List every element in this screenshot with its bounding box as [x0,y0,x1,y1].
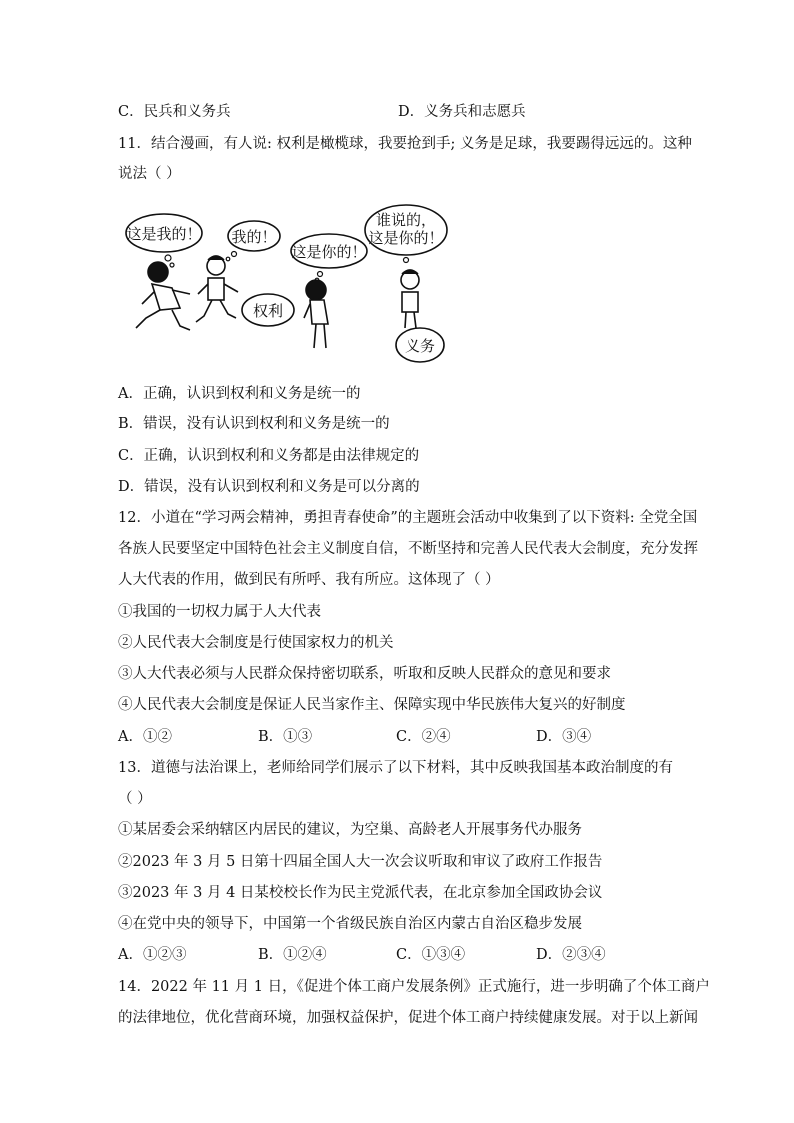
q13-item-2: ②2023 年 3 月 5 日第十四届全国人大一次会议听取和审议了政府工作报告 [118,854,603,870]
q12-stem-line1: 12．小道在“学习两会精神，勇担青春使命”的主题班会活动中收集到了以下资料: 全党全国 [118,510,698,526]
q13-item-1: ①某居委会采纳辖区内居民的建议，为空巢、高龄老人开展事务代办服务 [118,822,582,838]
q11-option-c: C．正确，认识到权利和义务都是由法律规定的 [118,448,420,464]
duty-ball-label: 义务 [404,337,436,355]
q12-option-a: A．①② [118,729,172,745]
q10-option-d: D．义务兵和志愿兵 [398,104,526,120]
q12-option-c: C．②④ [396,729,451,745]
q11-option-d: D．错误，没有认识到权利和义务是可以分离的 [118,479,420,495]
q13-option-a: A．①②③ [118,947,187,963]
rights-duties-cartoon [120,200,460,370]
standing-boy-figure [401,270,419,328]
q13-option-c: C．①③④ [396,947,466,963]
q13-item-4: ④在党中央的领导下，中国第一个省级民族自治区内蒙古自治区稳步发展 [118,916,582,932]
q13-option-d: D．②③④ [536,947,606,963]
boy-with-rugby-ball-figure [196,256,238,322]
q11-option-a: A．正确，认识到权利和义务是统一的 [118,386,361,402]
rights-ball-label: 权利 [252,302,284,320]
q13-options-row [118,945,678,965]
q10-options-row [118,102,678,122]
running-boy-figure [136,262,190,330]
q14-stem-line2: 的法律地位，优化营商环境，加强权益保护，促进个体工商户持续健康发展。对于以上新闻 [118,1010,698,1026]
duty-football [396,328,444,362]
q11-stem-line2: 说法（ ） [118,166,181,182]
q12-item-1: ①我国的一切权力属于人大代表 [118,604,321,620]
bubble1-text: 这是我的！ [126,225,202,243]
q12-option-b: B．①③ [258,729,313,745]
q13-stem-line1: 13．道德与法治课上，老师给同学们展示了以下材料，其中反映我国基本政治制度的有 [118,760,673,776]
q13-stem-line2: （ ） [118,791,152,807]
speech-bubble-1 [126,214,202,267]
q12-options-row [118,727,678,747]
q14-stem-line1: 14．2022 年 11 月 1 日，《促进个体工商户发展条例》正式施行，进一步明确了个体工商户 [118,979,710,995]
q11-option-b: B．错误，没有认识到权利和义务是统一的 [118,416,390,432]
q10-option-c: C．民兵和义务兵 [118,104,231,120]
speech-bubble-2 [226,221,280,261]
bubble2-text: 我的！ [231,228,277,246]
bubble4-text-line1: 谁说的， [375,211,437,229]
q13-option-b: B．①②④ [258,947,327,963]
bubble3-text: 这是你的！ [291,243,367,261]
q12-stem-line3: 人大代表的作用，做到民有所呼、我有所应。这体现了（ ） [118,572,500,588]
speech-bubble-4 [365,205,447,263]
q12-item-2: ②人民代表大会制度是行使国家权力的机关 [118,635,394,651]
rights-rugby-ball [242,294,294,326]
q12-stem-line2: 各族人民要坚定中国特色社会主义制度自信，不断坚持和完善人民代表大会制度，充分发挥 [118,541,698,557]
q12-item-3: ③人大代表必须与人民群众保持密切联系，听取和反映人民群众的意见和要求 [118,666,611,682]
q11-stem-line1: 11．结合漫画，有人说: 权利是橄榄球，我要抢到手; 义务是足球，我要踢得远远的。这种 [118,136,692,152]
bubble4-text-line2: 这是你的！ [368,229,444,247]
q12-item-4: ④人民代表大会制度是保证人民当家作主、保障实现中华民族伟大复兴的好制度 [118,697,626,713]
speech-bubble-3 [291,234,367,282]
q13-item-3: ③2023 年 3 月 4 日某校校长作为民主党派代表，在北京参加全国政协会议 [118,885,603,901]
q12-option-d: D．③④ [536,729,592,745]
leaning-boy-figure [304,280,328,348]
